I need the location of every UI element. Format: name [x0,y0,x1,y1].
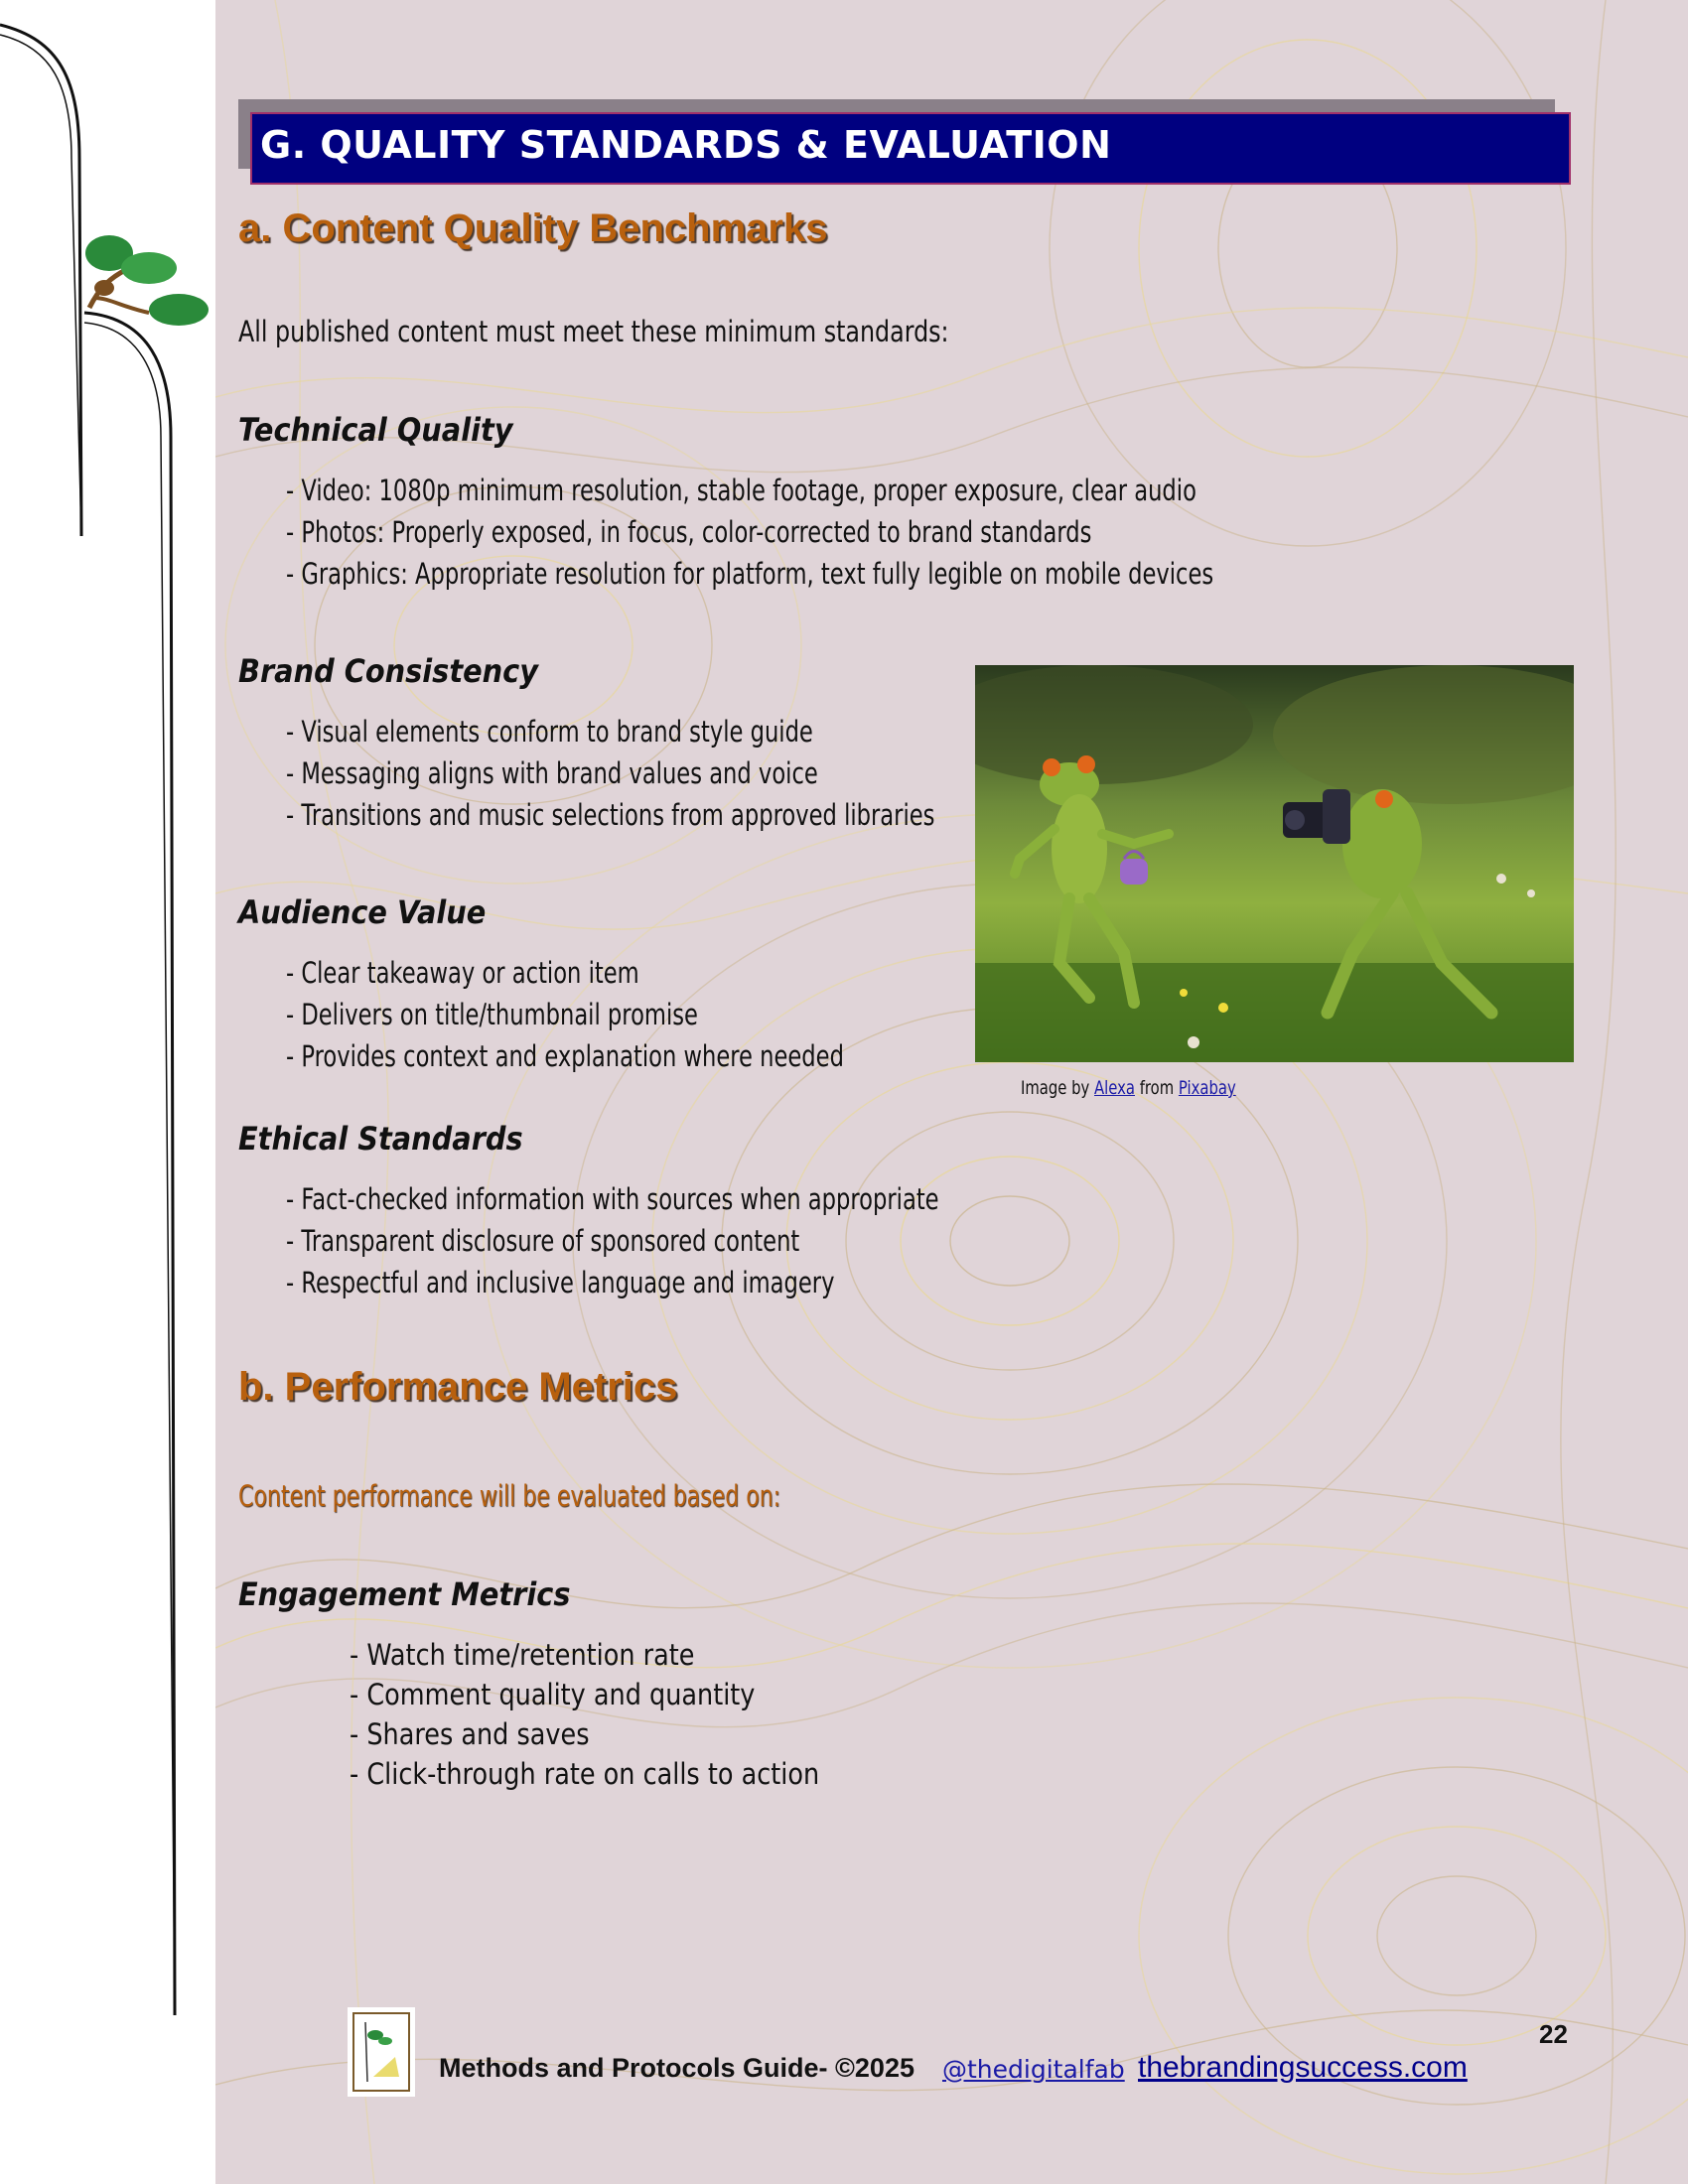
source-link[interactable]: Pixabay [1178,1077,1236,1099]
list-item: - Comment quality and quantity [350,1678,756,1711]
list-item: - Clear takeaway or action item [286,956,639,990]
page-number: 22 [1539,2019,1568,2049]
ethical-standards-heading: Ethical Standards [238,1120,523,1158]
photo-caption [1021,1077,1236,1099]
list-item: - Watch time/retention rate [350,1638,695,1672]
list-item: - Messaging aligns with brand values and voice [286,756,818,790]
page-title: G. QUALITY STANDARDS & EVALUATION [260,123,1112,167]
footer-text: Methods and Protocols Guide- ©2025 [439,2053,914,2083]
section-a-intro: All published content must meet these minimum standards: [238,315,949,348]
list-item: - Shares and saves [350,1717,590,1751]
section-b-heading: b. Performance Metrics [238,1365,678,1409]
section-b-intro: Content performance will be evaluated based on: [238,1479,781,1513]
caption-prefix: Image by [1021,1077,1095,1099]
list-item: - Graphics: Appropriate resolution for platform, text fully legible on mobile devices [286,557,1214,591]
list-item: - Delivers on title/thumbnail promise [286,998,698,1031]
footer-logo [348,2007,415,2097]
list-item: - Transparent disclosure of sponsored content [286,1224,800,1258]
footer-handle-link[interactable]: @thedigitalfab [942,2055,1125,2084]
footer-site-link[interactable]: thebrandingsuccess.com [1138,2051,1468,2084]
brand-consistency-list [286,711,934,836]
technical-quality-list [286,470,1213,595]
list-item: - Respectful and inclusive language and imagery [286,1266,835,1299]
section-a-heading: a. Content Quality Benchmarks [238,206,828,250]
list-item: - Fact-checked information with sources when appropriate [286,1182,939,1216]
brand-consistency-heading: Brand Consistency [238,652,538,690]
list-item: - Visual elements conform to brand style guide [286,715,813,749]
ethical-standards-list [286,1178,939,1303]
footer-logo-graphic [348,2007,415,2097]
caption-mid: from [1134,1077,1179,1099]
list-item: - Click-through rate on calls to action [350,1757,820,1791]
author-link[interactable]: Alexa [1094,1077,1135,1099]
audience-value-list [286,952,844,1077]
frogs-photo [975,665,1574,1062]
audience-value-heading: Audience Value [238,893,487,931]
engagement-metrics-list [350,1635,819,1794]
technical-quality-heading: Technical Quality [238,411,513,449]
list-item: - Video: 1080p minimum resolution, stable footage, proper exposure, clear audio [286,474,1196,507]
vine-decoration [0,0,228,2035]
engagement-metrics-heading: Engagement Metrics [238,1575,571,1613]
frogs-photo-graphic [975,665,1574,1062]
list-item: - Provides context and explanation where needed [286,1039,844,1073]
list-item: - Photos: Properly exposed, in focus, color-corrected to brand standards [286,515,1092,549]
list-item: - Transitions and music selections from approved libraries [286,798,935,832]
